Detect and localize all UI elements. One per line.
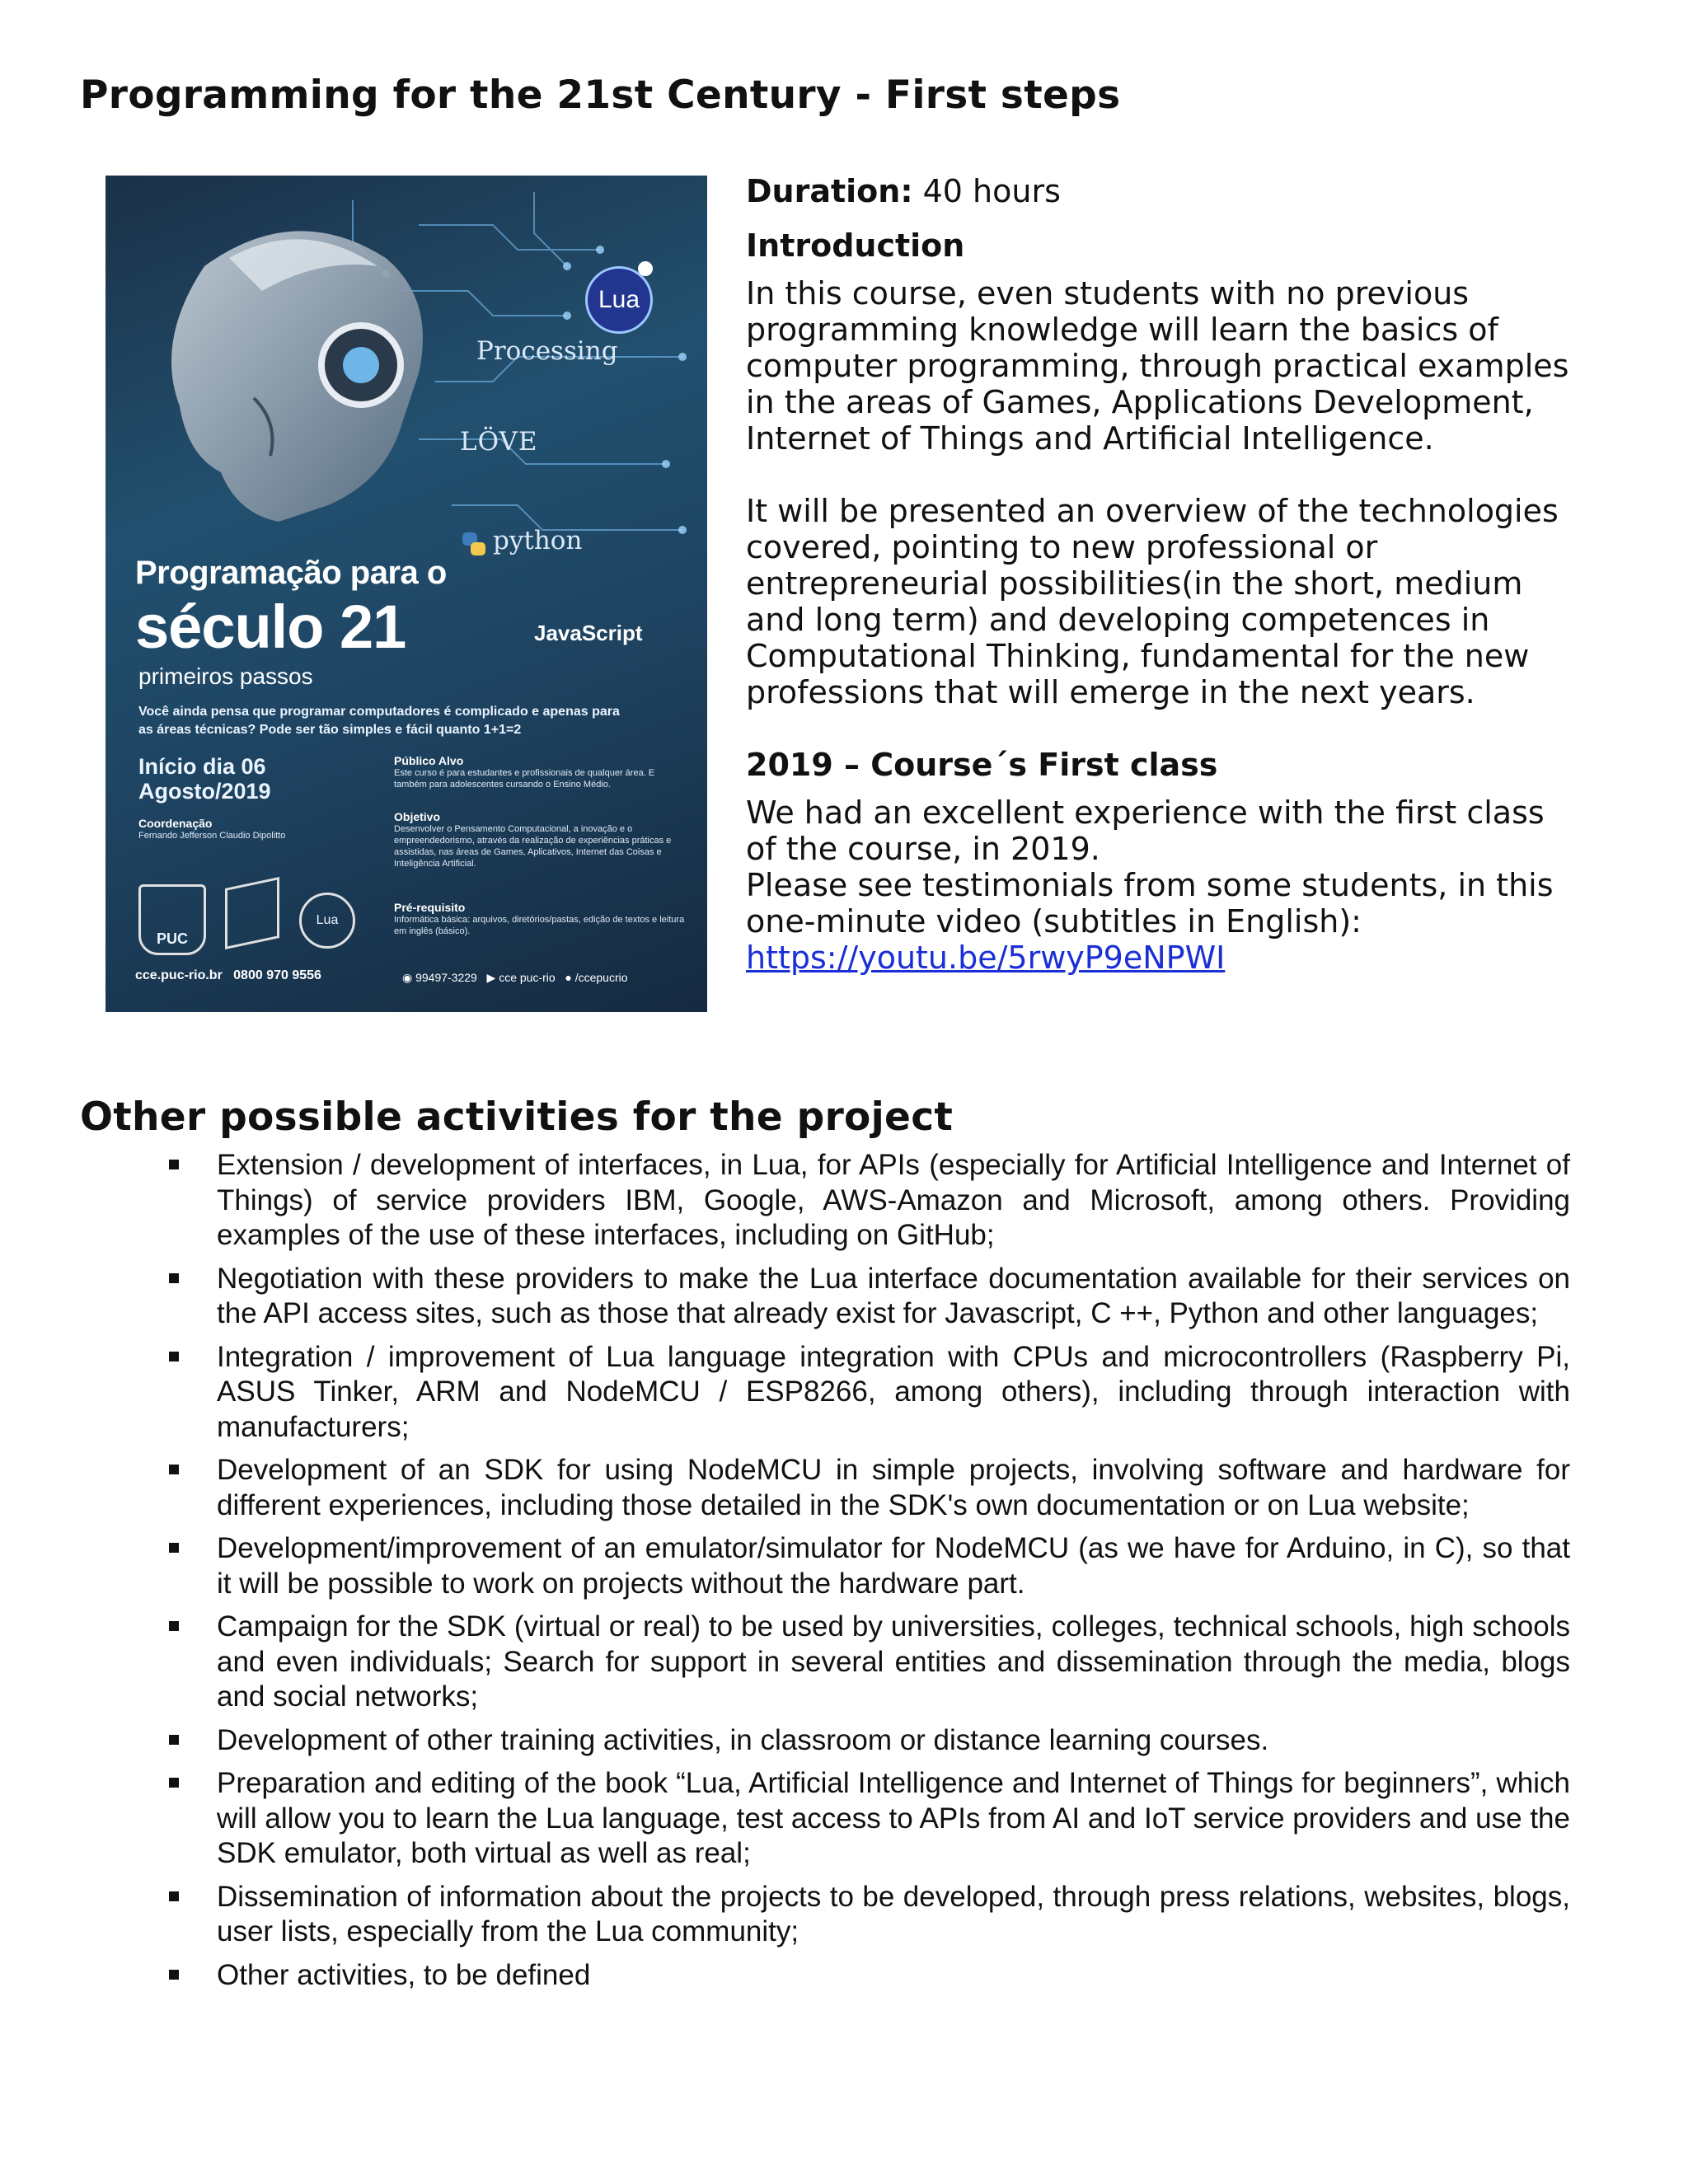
list-item: Development of an SDK for using NodeMCU in simple projects, involving software and hardware for different experiences, including those detailed in the SDK's own documentation or on Lua website; [169,1453,1570,1523]
bullet-icon [169,1543,179,1553]
list-item: Dissemination of information about the projects to be developed, through press relations, websites, blogs, user lists, especially from the Lua community; [169,1880,1570,1950]
poster-footer: cce.puc-rio.br 0800 970 9556 [135,968,321,982]
intro-heading: Introduction [746,227,965,264]
bullet-icon [169,1735,179,1745]
course-description [746,173,1570,976]
list-item: Campaign for the SDK (virtual or real) to be used by universities, colleges, technical schools, high schools and even individuals; Search for support in several entities and dissemination through the media, blogs and social networks; [169,1610,1570,1715]
bullet-icon [169,1778,179,1788]
list-item: Extension / development of interfaces, in Lua, for APIs (especially for Artificial Intelligence and Internet of Things) of service providers IBM, Google, AWS-Amazon and Microsoft, among others. Providing examples of the use of these interfaces, including on GitHub; [169,1148,1570,1254]
bullet-icon [169,1891,179,1901]
intro-paragraph-1: In this course, even students with no previous programming knowledge will learn the basics of computer programming, through practical examples in the areas of Games, Applications Development, Internet of Things and Artificial Intelligence. [746,275,1569,457]
first-class-heading: 2019 – Course´s First class [746,747,1218,783]
bullet-icon [169,1352,179,1361]
list-item: Negotiation with these providers to make the Lua interface documentation available for their services on the API access sites, such as those that already exist for Javascript, C ++, Python and other languages; [169,1262,1570,1332]
poster-title-line1: Programação para o [135,555,447,591]
list-item: Integration / improvement of Lua language integration with CPUs and microcontrollers (Raspberry Pi, ASUS Tinker, ARM and NodeMCU / ESP8266, among others), including through interaction with manufacturers; [169,1340,1570,1446]
puc-logo: PUC [138,884,206,955]
activities-list [169,1148,1570,2001]
duration-value: 40 hours [922,173,1061,209]
list-item: Development/improvement of an emulator/simulator for NodeMCU (as we have for Arduino, in C), so that it will be possible to work on projects without the hardware part. [169,1531,1570,1601]
testimonials-paragraph: Please see testimonials from some students, in this one-minute video (subtitles in English): [746,867,1554,940]
first-class-paragraph: We had an excellent experience with the first class of the course, in 2019. [746,794,1545,867]
youtube-icon: ▶ [486,971,496,984]
bullet-icon [169,1160,179,1169]
whatsapp-icon: ◉ [402,971,413,984]
duration-label: Duration: [746,173,913,209]
robot-head-illustration [114,209,485,555]
tech-javascript: JavaScript [534,621,643,645]
intro-paragraph-2: It will be presented an overview of the technologies covered, pointing to new professional or entrepreneurial possibilities(in the short, medium and long term) and developing competences in Computational Thinking, fundamental for the new professions that will emerge in the next years. [746,493,1559,710]
course-poster-image [106,176,707,1012]
bullet-icon [169,1621,179,1631]
activities-heading: Other possible activities for the project [80,1094,954,1140]
poster-start-date: Início dia 06 Agosto/2019 [138,754,271,804]
lua-circle-logo: Lua [299,893,355,949]
lua-logo: Lua [585,266,653,334]
poster-title-line2: século 21 [135,593,406,661]
poster-question: Você ainda pensa que programar computadores é complicado e apenas para as áreas técnicas? Pode ser tão simples e fácil quanto 1+1=2 [138,705,620,737]
bullet-icon [169,1970,179,1980]
poster-prerequisite: Pré-requisito Informática básica: arquivos, diretórios/pastas, edição de textos e leitura em inglês (básico). [394,901,685,936]
tech-processing: Processing [476,336,618,366]
bullet-icon [169,1273,179,1283]
tech-love: LÖVE [460,427,538,457]
page-title: Programming for the 21st Century - First steps [80,73,1121,118]
poster-contacts: ◉ 99497-3229 ▶ cce puc-rio ● /ccepucrio [402,971,628,984]
department-logo [225,877,279,949]
python-icon [460,530,488,558]
poster-title-line3: primeiros passos [138,663,313,689]
poster-audience: Público Alvo Este curso é para estudantes e profissionais de qualquer área. E também para adolescentes cursando o Ensino Médio. [394,754,655,790]
poster-coordination: Coordenação Fernando Jefferson Claudio Dipolitto [138,817,286,841]
tech-python: python [493,526,583,555]
poster-objective: Objetivo Desenvolver o Pensamento Computacional, a inovação e o empreendedorismo, através da realização de experiências práticas e assistidas, nas áreas de Games, Aplicativos, Internet das Coisas e Inteligência Artificial. [394,810,672,869]
list-item: Development of other training activities, in classroom or distance learning courses. [169,1723,1570,1759]
facebook-icon: ● [565,971,572,984]
list-item: Other activities, to be defined [169,1958,1570,1994]
video-link[interactable]: https://youtu.be/5rwyP9eNPWI [746,940,1226,976]
bullet-icon [169,1465,179,1474]
duration [746,173,1570,209]
list-item: Preparation and editing of the book “Lua, Artificial Intelligence and Internet of Things for beginners”, which will allow you to learn the Lua language, test access to APIs from AI and IoT service providers and use the SDK emulator, both virtual as well as real; [169,1766,1570,1872]
lua-logo-moon [638,261,653,276]
